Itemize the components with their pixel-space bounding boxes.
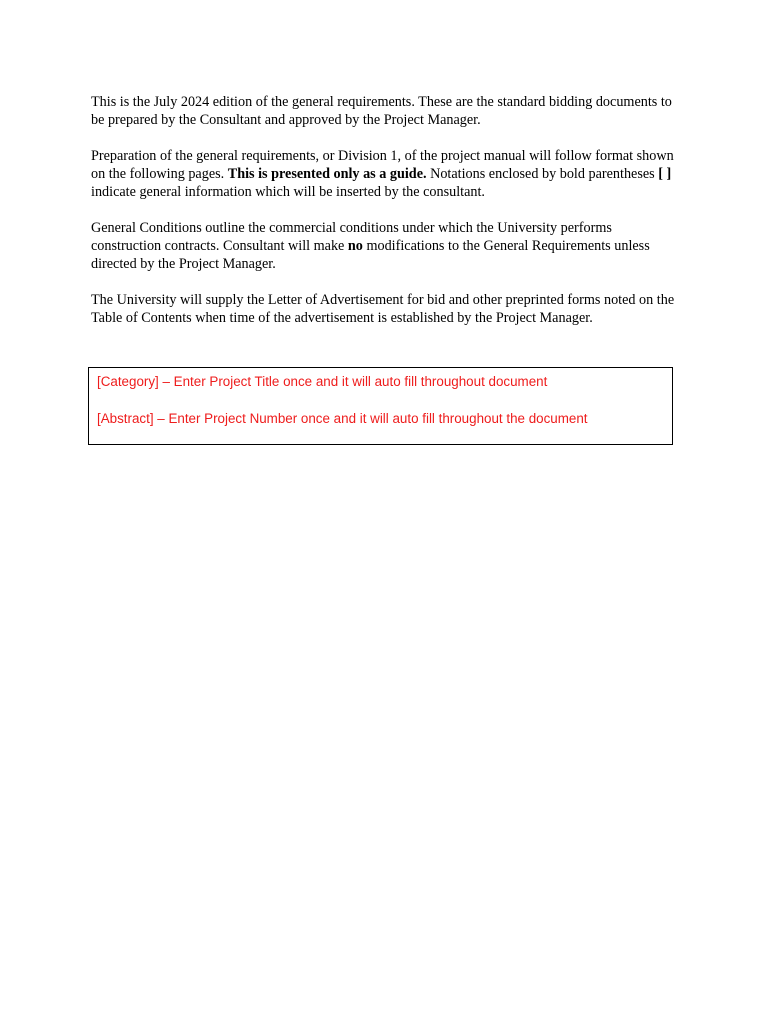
abstract-instruction[interactable]: [Abstract] – Enter Project Number once and it will auto fill throughout the document <box>97 411 588 426</box>
conditions-text-a: General Conditions outline the commercial conditions under which the University performs construction contracts. Consultant will make <box>91 220 612 254</box>
supply-text: The University will supply the Letter of Advertisement for bid and other preprinted forms noted on the Table of Contents when time of the advertisement is established by the Project Manager. <box>91 292 675 326</box>
general-conditions-paragraph <box>91 219 681 273</box>
document-body <box>91 93 681 345</box>
preparation-text-c: indicate general information which will be inserted by the consultant. <box>91 184 485 200</box>
bold-parentheses: [ ] <box>658 166 672 182</box>
preparation-text-b: Notations enclosed by bold parentheses <box>426 166 659 182</box>
category-instruction[interactable]: [Category] – Enter Project Title once and it will auto fill throughout document <box>97 374 548 389</box>
university-supply-paragraph <box>91 291 681 327</box>
intro-text: This is the July 2024 edition of the general requirements. These are the standard bidding documents to be prepared by the Consultant and approved by the Project Manager. <box>91 94 672 128</box>
intro-paragraph <box>91 93 681 129</box>
preparation-text-a: Preparation of the general requirements, or Division 1, of the project manual will follow format shown on the following pages. <box>91 148 674 182</box>
no-emphasis: no <box>347 238 363 254</box>
conditions-text-b: modifications to the General Requirements unless directed by the Project Manager. <box>91 238 650 272</box>
guide-emphasis: This is presented only as a guide. <box>227 166 427 182</box>
instruction-box <box>88 367 673 445</box>
preparation-paragraph <box>91 147 681 201</box>
